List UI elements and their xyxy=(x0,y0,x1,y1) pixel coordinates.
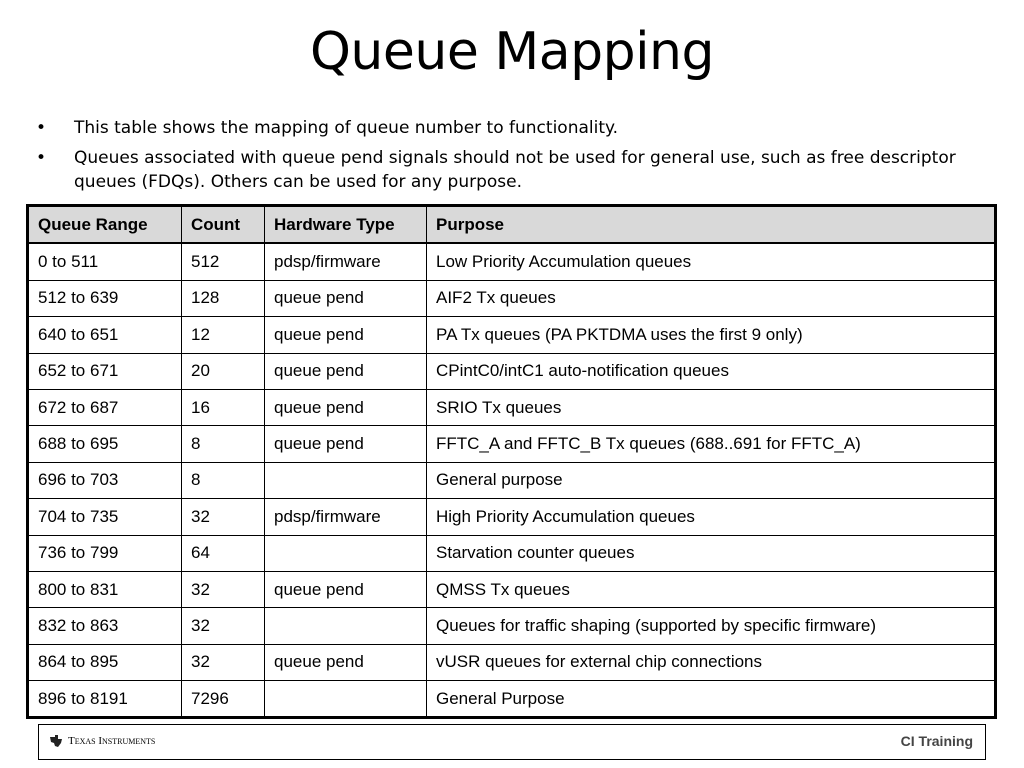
cell-purpose: Low Priority Accumulation queues xyxy=(427,243,996,280)
cell-count: 8 xyxy=(182,426,265,462)
cell-count: 32 xyxy=(182,499,265,535)
cell-purpose: AIF2 Tx queues xyxy=(427,280,996,316)
cell-hardware-type xyxy=(265,535,427,571)
table-row xyxy=(28,608,996,644)
header-count: Count xyxy=(182,206,265,244)
table-row xyxy=(28,280,996,316)
table-row xyxy=(28,243,996,280)
ti-logo-icon xyxy=(49,734,63,748)
cell-queue-range: 800 to 831 xyxy=(28,571,182,607)
cell-purpose: General Purpose xyxy=(427,681,996,718)
bullet-item xyxy=(36,116,986,140)
cell-queue-range: 704 to 735 xyxy=(28,499,182,535)
cell-count: 20 xyxy=(182,353,265,389)
table-row xyxy=(28,499,996,535)
cell-purpose: FFTC_A and FFTC_B Tx queues (688..691 for FFTC_A) xyxy=(427,426,996,462)
table-row xyxy=(28,681,996,718)
table-row xyxy=(28,535,996,571)
ci-training-label: CI Training xyxy=(900,733,973,749)
cell-queue-range: 640 to 651 xyxy=(28,317,182,353)
ti-logo-text: Texas Instruments xyxy=(68,735,156,747)
cell-queue-range: 864 to 895 xyxy=(28,644,182,680)
cell-purpose: vUSR queues for external chip connections xyxy=(427,644,996,680)
cell-purpose: Queues for traffic shaping (supported by specific firmware) xyxy=(427,608,996,644)
table-body xyxy=(28,243,996,718)
cell-count: 128 xyxy=(182,280,265,316)
cell-hardware-type xyxy=(265,681,427,718)
header-hardware-type: Hardware Type xyxy=(265,206,427,244)
cell-queue-range: 688 to 695 xyxy=(28,426,182,462)
cell-queue-range: 0 to 511 xyxy=(28,243,182,280)
bullet-item xyxy=(36,146,986,194)
cell-count: 64 xyxy=(182,535,265,571)
cell-hardware-type: queue pend xyxy=(265,280,427,316)
page-title: Queue Mapping xyxy=(309,22,714,82)
queue-mapping-table xyxy=(26,204,997,719)
cell-hardware-type xyxy=(265,608,427,644)
table-row xyxy=(28,571,996,607)
cell-purpose: High Priority Accumulation queues xyxy=(427,499,996,535)
cell-purpose: Starvation counter queues xyxy=(427,535,996,571)
table-row xyxy=(28,317,996,353)
bullet-text: Queues associated with queue pend signals should not be used for general use, such as free descriptor queues (FDQs). Others can be used for any purpose. xyxy=(74,148,956,192)
cell-hardware-type: queue pend xyxy=(265,426,427,462)
cell-count: 32 xyxy=(182,571,265,607)
table-row xyxy=(28,353,996,389)
bullet-icon: • xyxy=(36,118,47,138)
cell-queue-range: 832 to 863 xyxy=(28,608,182,644)
cell-purpose: CPintC0/intC1 auto-notification queues xyxy=(427,353,996,389)
cell-hardware-type xyxy=(265,462,427,498)
cell-count: 7296 xyxy=(182,681,265,718)
cell-hardware-type: queue pend xyxy=(265,644,427,680)
header-queue-range: Queue Range xyxy=(28,206,182,244)
ti-logo xyxy=(49,734,155,748)
table-row xyxy=(28,389,996,425)
cell-purpose: QMSS Tx queues xyxy=(427,571,996,607)
table-row xyxy=(28,426,996,462)
cell-hardware-type: queue pend xyxy=(265,353,427,389)
cell-queue-range: 896 to 8191 xyxy=(28,681,182,718)
table-row xyxy=(28,644,996,680)
bullet-list xyxy=(36,116,986,200)
cell-queue-range: 652 to 671 xyxy=(28,353,182,389)
cell-hardware-type: pdsp/firmware xyxy=(265,499,427,535)
cell-hardware-type: pdsp/firmware xyxy=(265,243,427,280)
cell-count: 32 xyxy=(182,644,265,680)
cell-queue-range: 736 to 799 xyxy=(28,535,182,571)
cell-hardware-type: queue pend xyxy=(265,389,427,425)
table-header-row xyxy=(28,206,996,244)
cell-queue-range: 672 to 687 xyxy=(28,389,182,425)
cell-queue-range: 696 to 703 xyxy=(28,462,182,498)
cell-hardware-type: queue pend xyxy=(265,571,427,607)
bullet-text: This table shows the mapping of queue number to functionality. xyxy=(74,118,619,138)
cell-hardware-type: queue pend xyxy=(265,317,427,353)
cell-count: 32 xyxy=(182,608,265,644)
cell-count: 8 xyxy=(182,462,265,498)
cell-count: 12 xyxy=(182,317,265,353)
cell-count: 512 xyxy=(182,243,265,280)
cell-purpose: General purpose xyxy=(427,462,996,498)
header-purpose: Purpose xyxy=(427,206,996,244)
cell-count: 16 xyxy=(182,389,265,425)
bullet-icon: • xyxy=(36,148,47,168)
footer-bar xyxy=(38,724,986,760)
cell-purpose: PA Tx queues (PA PKTDMA uses the first 9 only) xyxy=(427,317,996,353)
cell-queue-range: 512 to 639 xyxy=(28,280,182,316)
cell-purpose: SRIO Tx queues xyxy=(427,389,996,425)
table-row xyxy=(28,462,996,498)
